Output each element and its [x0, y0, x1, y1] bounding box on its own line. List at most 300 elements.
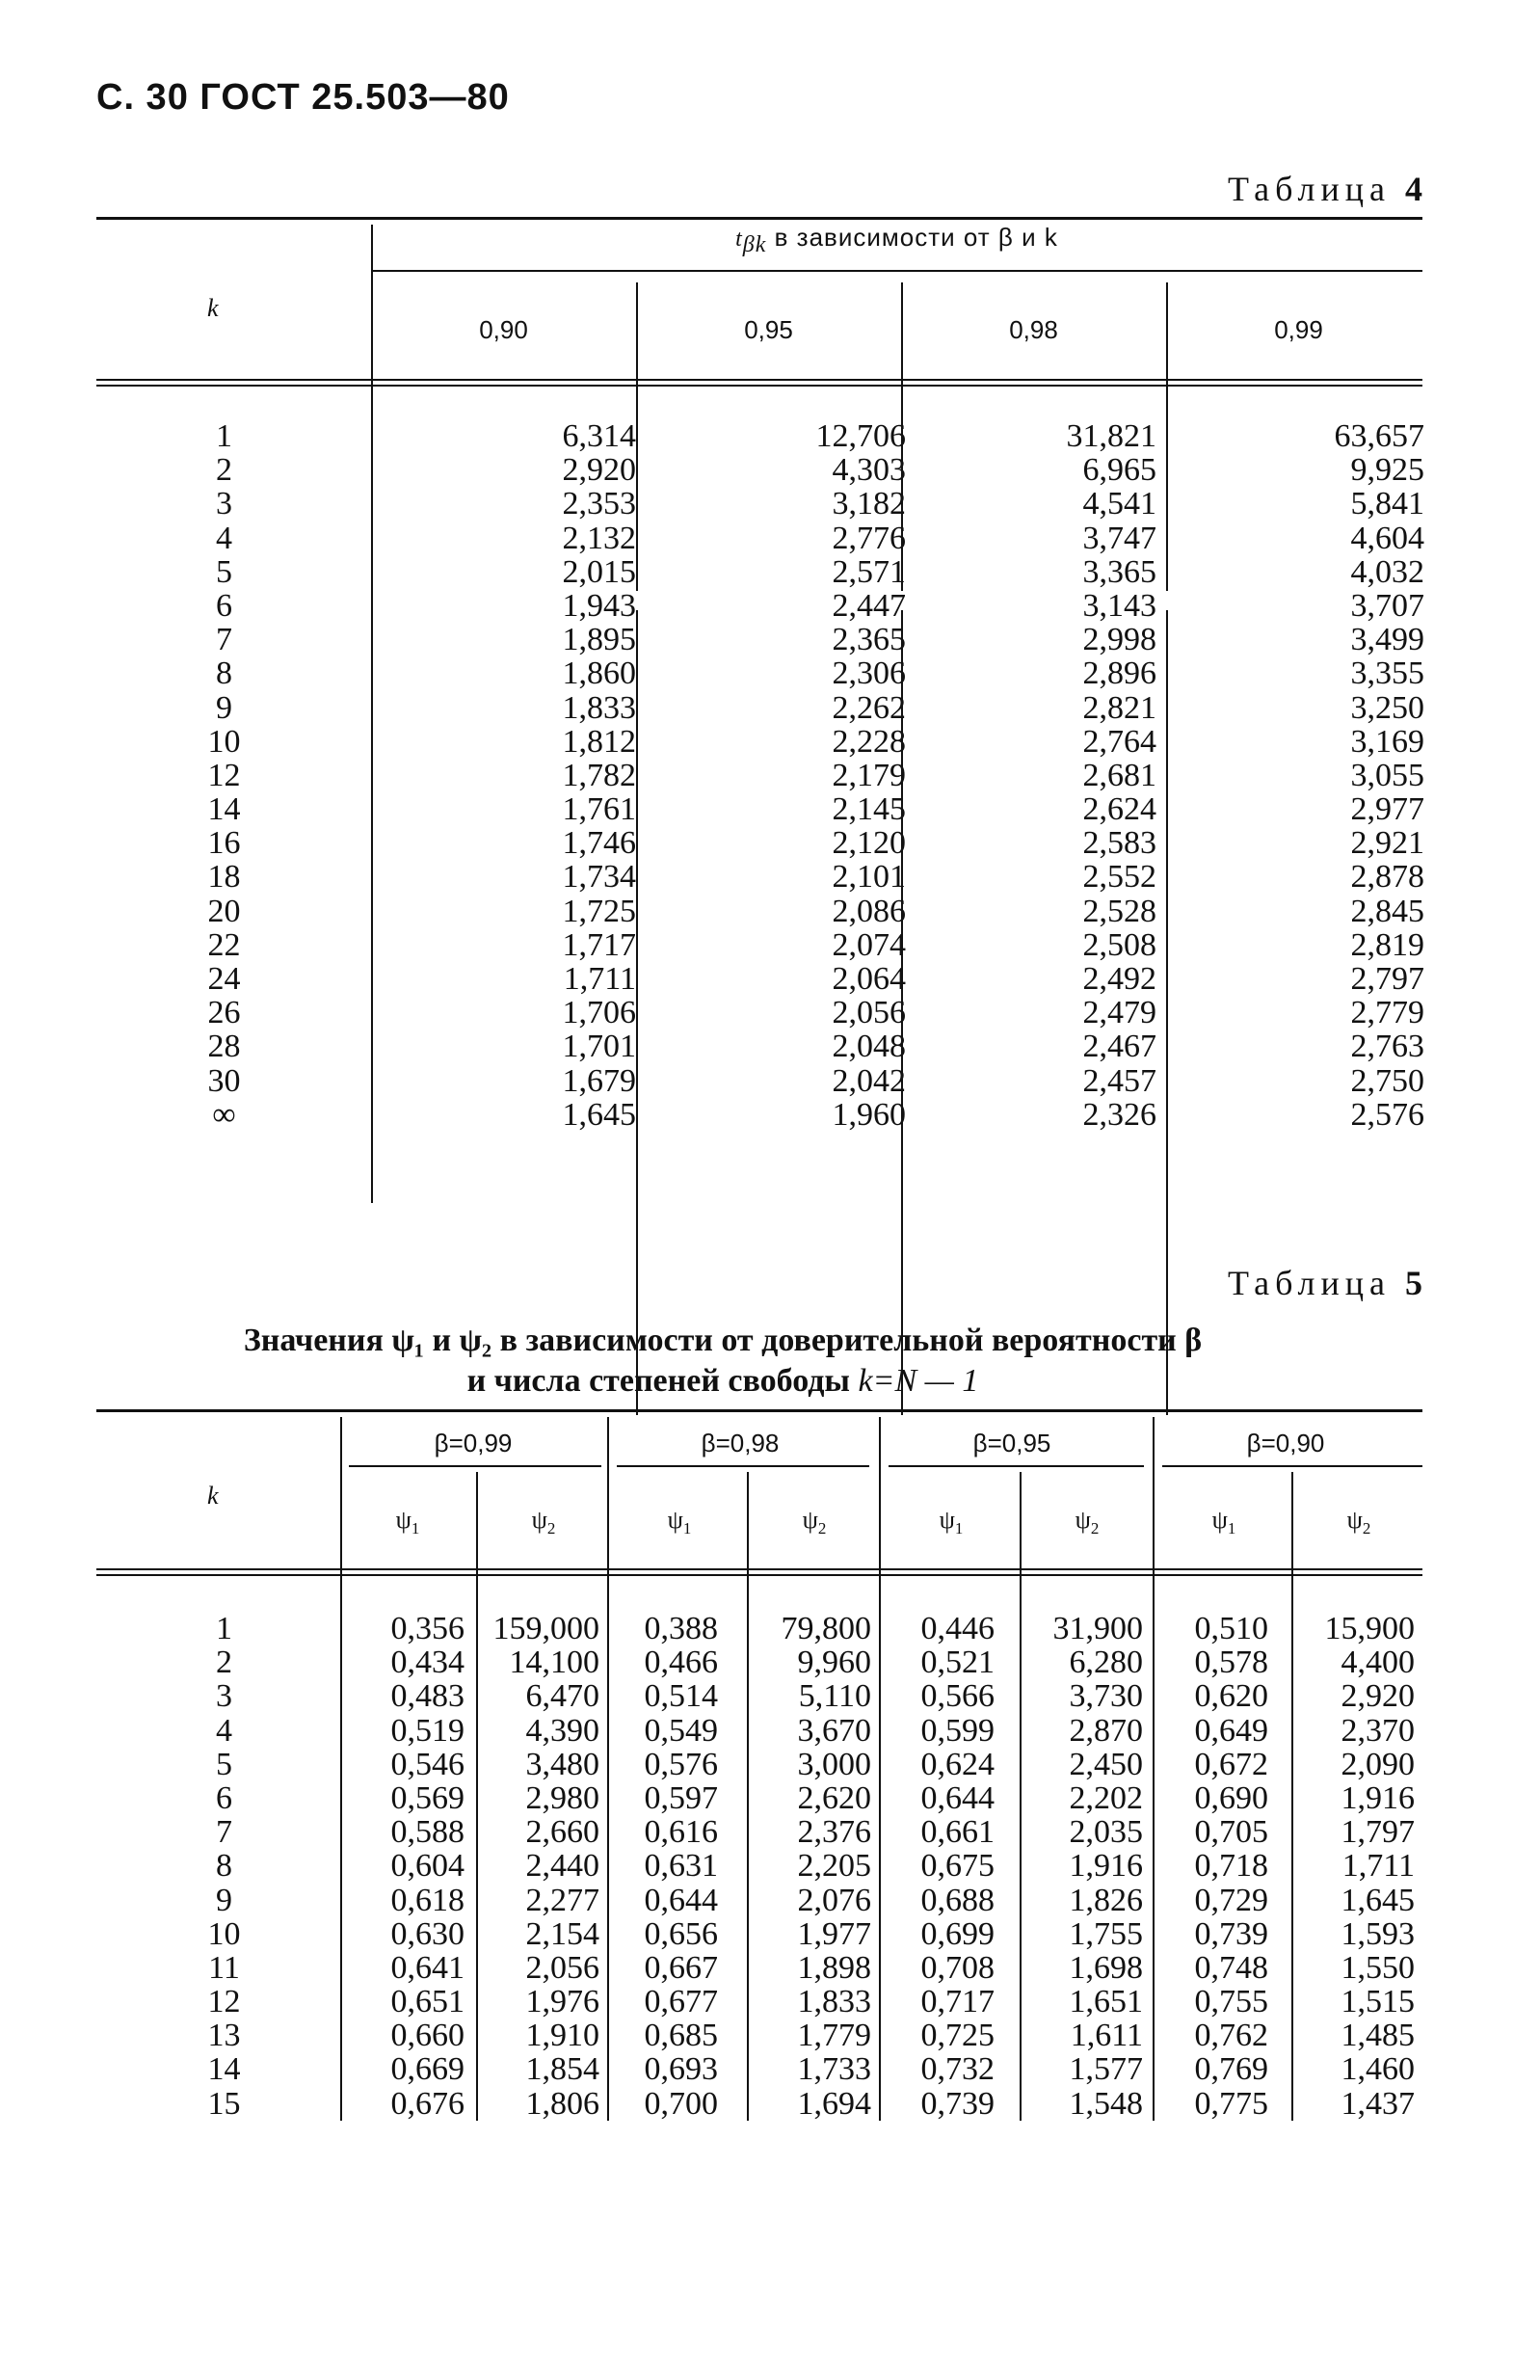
table5-beta-header: β=0,98	[701, 1429, 780, 1457]
table-cell: 0,588	[390, 1814, 465, 1851]
table-cell: 1,651	[1069, 1984, 1143, 2020]
table-cell: 1,833	[797, 1984, 871, 2020]
table-cell: 0,546	[390, 1746, 465, 1782]
table-cell: 1,746	[562, 825, 636, 862]
table-cell: 0,762	[1194, 2018, 1268, 2054]
table5-title-line2-prefix: и числа степеней свободы	[466, 1363, 859, 1399]
table-cell: 1,550	[1341, 1949, 1415, 1986]
table4-k-header: k	[207, 294, 219, 322]
psi-symbol: ψ	[395, 1506, 412, 1534]
psi-subscript: 2	[546, 1519, 556, 1538]
table-cell: 2,980	[525, 1779, 599, 1816]
table-cell: 1,782	[562, 757, 636, 793]
table-cell: 1,701	[562, 1029, 636, 1065]
table-cell: 1	[216, 418, 232, 454]
table-cell: 0,620	[1194, 1678, 1268, 1715]
table-cell: 1,812	[562, 723, 636, 760]
table-cell: 1,734	[562, 859, 636, 896]
table-cell: 0,739	[920, 2085, 995, 2122]
table-cell: 0,725	[920, 2018, 995, 2054]
table-cell: 10	[207, 1915, 241, 1952]
table-cell: 5,841	[1350, 486, 1424, 522]
table-cell: 2,376	[797, 1814, 871, 1851]
table-cell: 1,437	[1341, 2085, 1415, 2122]
table-cell: 12	[207, 757, 241, 793]
psi-symbol: ψ	[802, 1506, 818, 1534]
table-cell: 6,314	[562, 418, 636, 454]
table-cell: 1,976	[525, 1984, 599, 2020]
table-cell: 15,900	[1324, 1611, 1415, 1646]
table5-k-column	[193, 1612, 255, 2121]
table-cell: 1,833	[562, 689, 636, 726]
table-cell: 2,492	[1082, 961, 1156, 997]
table4-col-header: 0,95	[744, 315, 793, 344]
table-cell: 2,681	[1082, 757, 1156, 793]
table-cell: 2,056	[832, 995, 906, 1031]
table-cell: 31,821	[1066, 418, 1156, 454]
table-cell: 2,056	[525, 1949, 599, 1986]
table5-b095-psi1	[889, 1612, 995, 2121]
table-cell: 0,631	[644, 1848, 718, 1885]
psi-symbol: ψ	[667, 1506, 683, 1534]
table5-psi2-header	[1291, 1506, 1426, 1538]
table5-beta-rule	[617, 1465, 869, 1467]
table5-title-line1: Значения ψ₁ и ψ₂ в зависимости от доверительной вероятности β	[243, 1323, 1203, 1358]
table5-beta-rule	[1162, 1465, 1422, 1467]
table-cell: 2,821	[1082, 689, 1156, 726]
table-cell: 11	[208, 1949, 240, 1986]
table-cell: 1,916	[1069, 1848, 1143, 1885]
table-cell: 1,645	[1341, 1882, 1415, 1918]
table-cell: 2,179	[832, 757, 906, 793]
table4-column-098	[983, 419, 1156, 1132]
table5-title	[96, 1321, 1349, 1402]
table-cell: 3,365	[1082, 553, 1156, 590]
table-cell: 2,365	[832, 622, 906, 658]
table-cell: 2,064	[832, 961, 906, 997]
table-cell: 16	[207, 825, 241, 862]
table-cell: 12	[207, 1984, 241, 2020]
table-cell: 2,154	[525, 1915, 599, 1952]
table-cell: 2,921	[1350, 825, 1424, 862]
table-cell: 4,541	[1082, 486, 1156, 522]
table-cell: 1,515	[1341, 1984, 1415, 2020]
table-cell: 3,182	[832, 486, 906, 522]
table5-title-line2	[96, 1361, 1349, 1402]
table-cell: 13	[207, 2018, 241, 2054]
table-cell: 0,769	[1194, 2051, 1268, 2088]
table-cell: 26	[207, 995, 241, 1031]
table-cell: 1,733	[797, 2051, 871, 2088]
table-cell: 0,699	[920, 1915, 995, 1952]
table-cell: 2,132	[562, 520, 636, 556]
table-cell: 1,725	[562, 893, 636, 929]
table-cell: 2,015	[562, 553, 636, 590]
table-cell: 1	[216, 1611, 232, 1646]
table-cell: 1,960	[832, 1096, 906, 1133]
table4-header-double-rule	[96, 379, 1422, 387]
table-cell: 2,819	[1350, 926, 1424, 963]
table-cell: 2,306	[832, 655, 906, 692]
table-cell: 0,755	[1194, 1984, 1268, 2020]
table4-divider	[1166, 610, 1168, 1415]
table-cell: 1,755	[1069, 1915, 1143, 1952]
table-cell: 2,779	[1350, 995, 1424, 1031]
table5-caption-word: Таблица	[1228, 1264, 1391, 1302]
table4-column-090	[463, 419, 636, 1132]
table-cell: 2,090	[1341, 1746, 1415, 1782]
table-cell: 2	[216, 452, 232, 489]
table-cell: 0,566	[920, 1678, 995, 1715]
table5-b095-psi2	[1023, 1612, 1143, 2121]
table4-group-header	[371, 223, 1422, 258]
table-cell: 3,730	[1069, 1678, 1143, 1715]
psi-symbol: ψ	[1346, 1506, 1363, 1534]
table5-beta-header: β=0,90	[1246, 1429, 1325, 1457]
table-cell: 14	[207, 2051, 241, 2088]
psi-symbol: ψ	[1075, 1506, 1091, 1534]
table-cell: 2,998	[1082, 622, 1156, 658]
table-cell: 0,618	[390, 1882, 465, 1918]
table-cell: 2,074	[832, 926, 906, 963]
table-cell: 2,048	[832, 1029, 906, 1065]
table5-psi2-header	[747, 1506, 882, 1538]
table-cell: 2,624	[1082, 791, 1156, 828]
table-cell: 1,761	[562, 791, 636, 828]
table-cell: 3,143	[1082, 587, 1156, 624]
table5-psi2-header	[476, 1506, 611, 1538]
psi-subscript: 2	[1362, 1519, 1371, 1538]
table-cell: 2,660	[525, 1814, 599, 1851]
table-cell: 0,644	[920, 1779, 995, 1816]
table-cell: 3,707	[1350, 587, 1424, 624]
table5-title-formula: k=N — 1	[858, 1363, 979, 1399]
table-cell: 1,717	[562, 926, 636, 963]
table-cell: 0,466	[644, 1645, 718, 1681]
table-cell: 2,101	[832, 859, 906, 896]
table-cell: 5,110	[798, 1678, 871, 1715]
table4-header-rule	[371, 270, 1422, 272]
table-cell: 2,262	[832, 689, 906, 726]
table-cell: 28	[207, 1029, 241, 1065]
table-cell: 63,657	[1334, 418, 1424, 454]
table-cell: 1,611	[1070, 2018, 1143, 2054]
table-cell: 0,434	[390, 1645, 465, 1681]
table5-beta-rule	[889, 1465, 1144, 1467]
table-cell: 31,900	[1052, 1611, 1143, 1646]
table-cell: 0,656	[644, 1915, 718, 1952]
table-cell: 0,576	[644, 1746, 718, 1782]
psi-subscript: 1	[682, 1519, 692, 1538]
table5-psi1-header	[612, 1506, 747, 1538]
table-cell: 0,718	[1194, 1848, 1268, 1885]
table4-caption-word: Таблица	[1228, 170, 1391, 208]
table4-col-header: 0,99	[1274, 315, 1323, 344]
table4-caption-number: 4	[1405, 170, 1422, 208]
table-cell: 2,576	[1350, 1096, 1424, 1133]
table-cell: 4,303	[832, 452, 906, 489]
table-cell: 2,370	[1341, 1712, 1415, 1749]
table-cell: 1,797	[1341, 1814, 1415, 1851]
table-cell: 2,750	[1350, 1062, 1424, 1099]
table-cell: 9	[216, 1882, 232, 1918]
table-cell: 6,965	[1082, 452, 1156, 489]
table-cell: 0,483	[390, 1678, 465, 1715]
table-cell: 22	[207, 926, 241, 963]
table-cell: 1,711	[563, 961, 636, 997]
table-cell: 0,644	[644, 1882, 718, 1918]
table-cell: 1,898	[797, 1949, 871, 1986]
table-cell: 2,896	[1082, 655, 1156, 692]
table-cell: 0,660	[390, 2018, 465, 2054]
table4-column-095	[732, 419, 906, 1132]
table-cell: 6,280	[1069, 1645, 1143, 1681]
table-cell: 2,620	[797, 1779, 871, 1816]
table5-k-header: k	[207, 1482, 219, 1510]
table-cell: 1,548	[1069, 2085, 1143, 2122]
table-cell: 9,960	[797, 1645, 871, 1681]
table-cell: 1,916	[1341, 1779, 1415, 1816]
page-header: С. 30 ГОСТ 25.503—80	[96, 77, 510, 118]
table-cell: 0,569	[390, 1779, 465, 1816]
table4-col-header: 0,98	[1009, 315, 1058, 344]
psi-subscript: 2	[817, 1519, 827, 1538]
table-cell: 0,690	[1194, 1779, 1268, 1816]
table-cell: 4,390	[525, 1712, 599, 1749]
table-cell: 0,748	[1194, 1949, 1268, 1986]
table-cell: 1,694	[797, 2085, 871, 2122]
table4-column-099	[1234, 419, 1424, 1132]
table-cell: 0,669	[390, 2051, 465, 2088]
table-cell: 2	[216, 1645, 232, 1681]
table-cell: 9,925	[1350, 452, 1424, 489]
table-cell: 6,470	[525, 1678, 599, 1715]
table-cell: 5	[216, 553, 232, 590]
table-cell: 0,446	[920, 1611, 995, 1646]
table-cell: 0,775	[1194, 2085, 1268, 2122]
table-cell: 0,604	[390, 1848, 465, 1885]
table-cell: 2,457	[1082, 1062, 1156, 1099]
table-cell: 2,035	[1069, 1814, 1143, 1851]
table4-caption	[1228, 169, 1422, 209]
table-cell: 2,228	[832, 723, 906, 760]
table5-psi1-header	[1156, 1506, 1291, 1538]
table-cell: 6	[216, 587, 232, 624]
table-cell: 4,400	[1341, 1645, 1415, 1681]
table-cell: 0,651	[390, 1984, 465, 2020]
table-cell: 0,688	[920, 1882, 995, 1918]
psi-symbol: ψ	[939, 1506, 955, 1534]
table5-header-double-rule	[96, 1568, 1422, 1576]
table-cell: 0,519	[390, 1712, 465, 1749]
table-cell: 2,920	[562, 452, 636, 489]
table-cell: 0,521	[920, 1645, 995, 1681]
psi-subscript: 1	[954, 1519, 964, 1538]
table-cell: 0,732	[920, 2051, 995, 2088]
table-cell: 2,450	[1069, 1746, 1143, 1782]
table-cell: 0,661	[920, 1814, 995, 1851]
table-cell: 2,467	[1082, 1029, 1156, 1065]
psi-symbol: ψ	[531, 1506, 547, 1534]
table-cell: 0,624	[920, 1746, 995, 1782]
table-cell: 2,326	[1082, 1096, 1156, 1133]
table-cell: 0,549	[644, 1712, 718, 1749]
table5-caption-number: 5	[1405, 1264, 1422, 1302]
psi-subscript: 2	[1090, 1519, 1100, 1538]
table-cell: 2,552	[1082, 859, 1156, 896]
table-cell: 2,447	[832, 587, 906, 624]
table-cell: 14	[207, 791, 241, 828]
table-cell: 20	[207, 893, 241, 929]
table-cell: 0,510	[1194, 1611, 1268, 1646]
table-cell: 1,485	[1341, 2018, 1415, 2054]
table-cell: 2,920	[1341, 1678, 1415, 1715]
table-cell: 1,679	[562, 1062, 636, 1099]
table-cell: 10	[207, 723, 241, 760]
table-cell: 2,583	[1082, 825, 1156, 862]
table-cell: 2,977	[1350, 791, 1424, 828]
table-cell: 0,693	[644, 2051, 718, 2088]
table-cell: 2,764	[1082, 723, 1156, 760]
table-cell: 159,000	[492, 1611, 599, 1646]
table-cell: 14,100	[509, 1645, 599, 1681]
table-cell: 2,479	[1082, 995, 1156, 1031]
table-cell: 8	[216, 1848, 232, 1885]
table-cell: 7	[216, 1814, 232, 1851]
group-header-text: в зависимости от β и k	[774, 223, 1058, 252]
table-cell: 1,910	[525, 2018, 599, 2054]
table-cell: 2,845	[1350, 893, 1424, 929]
table-cell: 1,698	[1069, 1949, 1143, 1986]
table-cell: 3	[216, 486, 232, 522]
table-cell: 0,729	[1194, 1882, 1268, 1918]
table-cell: 0,514	[644, 1678, 718, 1715]
table5-b090-psi2	[1295, 1612, 1415, 2121]
table5-beta-header: β=0,99	[434, 1429, 513, 1457]
table-cell: 0,739	[1194, 1915, 1268, 1952]
table-cell: 1,860	[562, 655, 636, 692]
table-cell: 1,943	[562, 587, 636, 624]
table-cell: 2,571	[832, 553, 906, 590]
table5-b099-psi1	[349, 1612, 465, 2121]
table-cell: 0,667	[644, 1949, 718, 1986]
table-cell: 0,672	[1194, 1746, 1268, 1782]
table-cell: 3,747	[1082, 520, 1156, 556]
table5-psi1-header	[340, 1506, 475, 1538]
table-cell: 2,763	[1350, 1029, 1424, 1065]
table-cell: 2,508	[1082, 926, 1156, 963]
table-cell: 1,826	[1069, 1882, 1143, 1918]
table5-beta-header: β=0,95	[972, 1429, 1051, 1457]
table-cell: 4	[216, 520, 232, 556]
table-cell: 2,440	[525, 1848, 599, 1885]
table-cell: 0,599	[920, 1712, 995, 1749]
table4-top-rule	[96, 217, 1422, 220]
t-subscript: βk	[742, 232, 767, 258]
table-cell: 1,895	[562, 622, 636, 658]
table-cell: 3,355	[1350, 655, 1424, 692]
table-cell: 1,593	[1341, 1915, 1415, 1952]
table-cell: 1,645	[562, 1096, 636, 1133]
table5-b098-psi2	[752, 1612, 871, 2121]
table-cell: 0,630	[390, 1915, 465, 1952]
table-cell: 3,480	[525, 1746, 599, 1782]
table4-divider	[371, 225, 373, 1203]
table5-beta-rule	[349, 1465, 601, 1467]
table-cell: 3,670	[797, 1712, 871, 1749]
table-cell: 1,854	[525, 2051, 599, 2088]
table5-b098-psi1	[617, 1612, 718, 2121]
table-cell: 12,706	[815, 418, 906, 454]
table-cell: 2,205	[797, 1848, 871, 1885]
table-cell: 0,685	[644, 2018, 718, 2054]
table-cell: 3,055	[1350, 757, 1424, 793]
table5-psi2-header	[1020, 1506, 1155, 1538]
table-cell: 0,578	[1194, 1645, 1268, 1681]
table4-k-column	[193, 419, 255, 1132]
table5-b099-psi2	[478, 1612, 599, 2121]
table-cell: 2,353	[562, 486, 636, 522]
table-cell: 0,641	[390, 1949, 465, 1986]
table-cell: 2,120	[832, 825, 906, 862]
table-cell: 0,700	[644, 2085, 718, 2122]
table-cell: 2,776	[832, 520, 906, 556]
table-cell: 0,705	[1194, 1814, 1268, 1851]
table-cell: ∞	[212, 1096, 236, 1133]
table-cell: 9	[216, 689, 232, 726]
table-cell: 6	[216, 1779, 232, 1816]
psi-subscript: 1	[411, 1519, 420, 1538]
table-cell: 15	[207, 2085, 241, 2122]
table-cell: 18	[207, 859, 241, 896]
table-cell: 2,797	[1350, 961, 1424, 997]
table-cell: 0,708	[920, 1949, 995, 1986]
table-cell: 0,388	[644, 1611, 718, 1646]
table-cell: 4,032	[1350, 553, 1424, 590]
table-cell: 1,779	[797, 2018, 871, 2054]
table-cell: 4	[216, 1712, 232, 1749]
table-cell: 0,676	[390, 2085, 465, 2122]
table-cell: 1,977	[797, 1915, 871, 1952]
table-cell: 2,042	[832, 1062, 906, 1099]
table-cell: 2,277	[525, 1882, 599, 1918]
table4	[96, 217, 1422, 1205]
table-cell: 5	[216, 1746, 232, 1782]
table4-divider	[636, 610, 638, 1415]
psi-subscript: 1	[1227, 1519, 1236, 1538]
table-cell: 2,076	[797, 1882, 871, 1918]
table5-b090-psi1	[1162, 1612, 1268, 2121]
table-cell: 0,677	[644, 1984, 718, 2020]
table-cell: 1,711	[1341, 1848, 1415, 1885]
table-cell: 1,706	[562, 995, 636, 1031]
table-cell: 0,597	[644, 1779, 718, 1816]
table-cell: 3,499	[1350, 622, 1424, 658]
table5-psi1-header	[884, 1506, 1019, 1538]
table-cell: 24	[207, 961, 241, 997]
table-cell: 7	[216, 622, 232, 658]
table-cell: 0,649	[1194, 1712, 1268, 1749]
table-cell: 2,202	[1069, 1779, 1143, 1816]
table5	[96, 1409, 1422, 2123]
table-cell: 0,675	[920, 1848, 995, 1885]
table-cell: 2,870	[1069, 1712, 1143, 1749]
table-cell: 0,717	[920, 1984, 995, 2020]
table-cell: 1,577	[1069, 2051, 1143, 2088]
table5-top-rule	[96, 1409, 1422, 1412]
psi-symbol: ψ	[1211, 1506, 1228, 1534]
table-cell: 2,145	[832, 791, 906, 828]
